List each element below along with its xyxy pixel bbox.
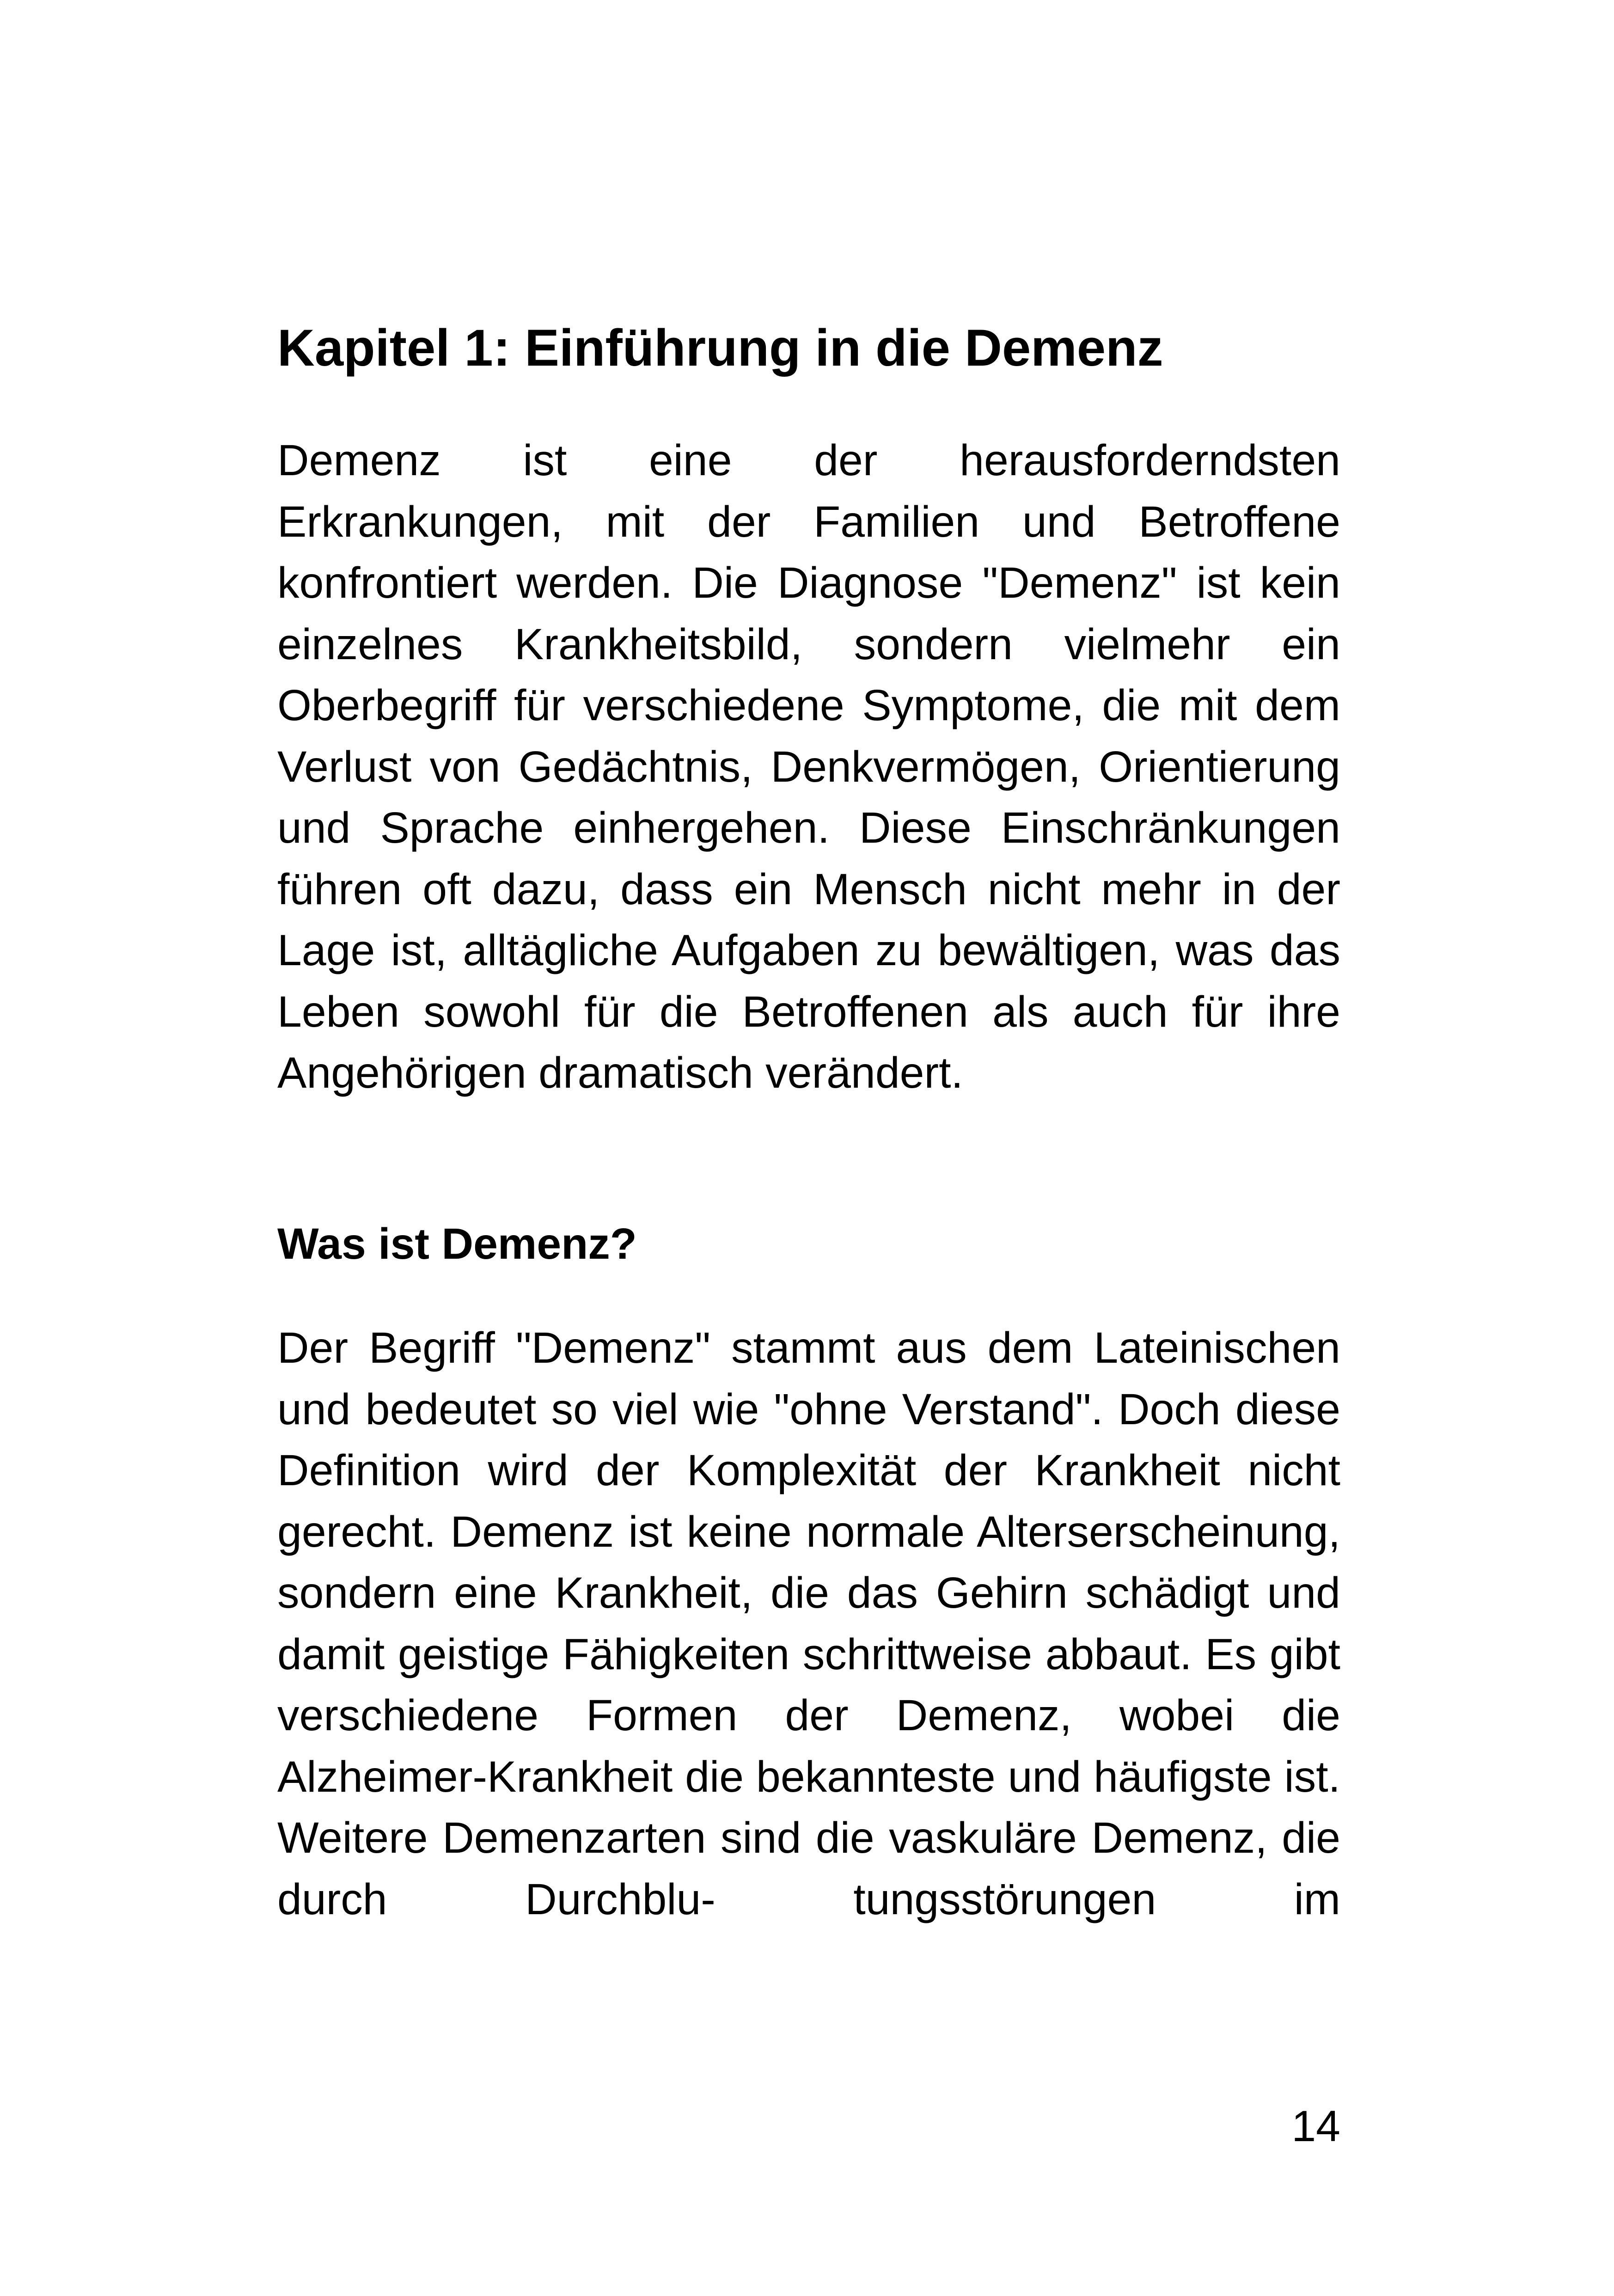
- section-paragraph: Der Begriff "Demenz" stammt aus dem Lateinischen und bedeutet so viel wie "ohne Verstand". Doch diese Definition wird der Komplexität der Krankheit nicht gerecht. Demenz ist keine normale Alterserscheinung, sondern eine Krankheit, die das Gehirn schädigt und damit geistige Fähigkeiten schrittweise abbaut. Es gibt verschiedene Formen der Demenz, wobei die Alzheimer-Krankheit die bekannteste und häufigste ist. Weitere Demenzarten sind die vaskuläre Demenz, die durch Durchblu- tungsstörungen im: [277, 1323, 1340, 1924]
- chapter-title: Kapitel 1: Einführung in die Demenz: [277, 319, 1163, 377]
- intro-paragraph: Demenz ist eine der herausforderndsten Erkrankungen, mit der Familien und Betroffene konfrontiert werden. Die Diagnose "Demenz" ist kein einzelnes Krankheitsbild, sondern vielmehr ein Oberbegriff für verschiedene Symptome, die mit dem Verlust von Gedächtnis, Denkvermögen, Orientierung und Sprache einhergehen. Diese Einschränkungen führen oft dazu, dass ein Mensch nicht mehr in der Lage ist, alltägliche Aufgaben zu bewältigen, was das Leben sowohl für die Betroffenen als auch für ihre Angehörigen dramatisch verändert.: [277, 436, 1340, 1097]
- page-number: 14: [1291, 2102, 1340, 2151]
- section-heading: Was ist Demenz?: [277, 1219, 637, 1268]
